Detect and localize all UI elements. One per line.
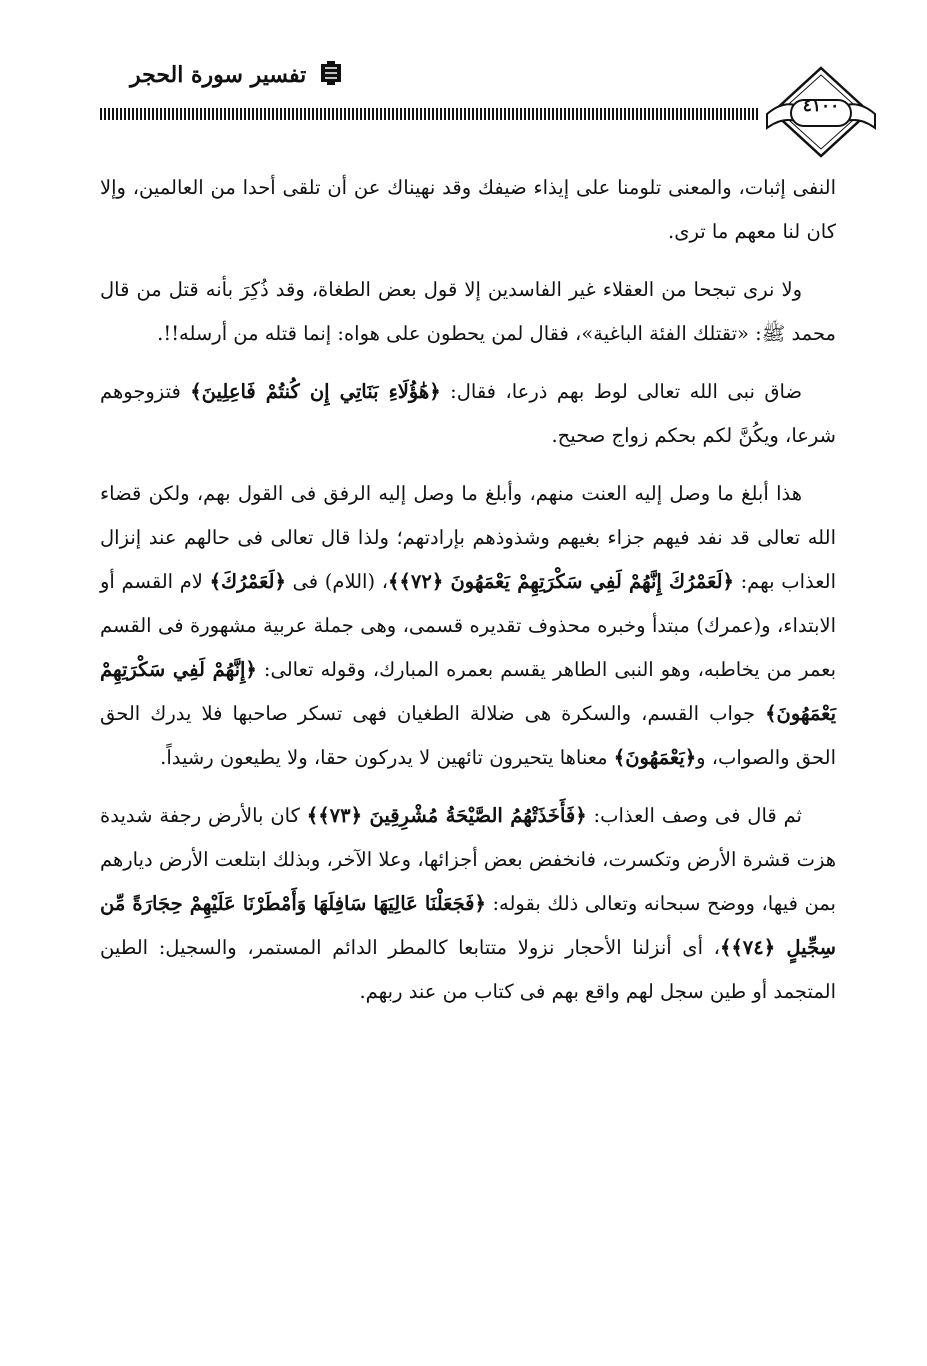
page-number: ٤١٠٠ <box>802 96 840 116</box>
text-span: ، أى أنزلنا الأحجار نزولا متتابعا كالمطر الدائم المستمر، والسجيل: الطين المتجمد أو طين سجل لهم واقع بهم فى كتاب من عند ربهم. <box>100 936 836 1003</box>
header-rule <box>100 108 760 120</box>
quran-verse: ﴿لَعَمْرُكَ إِنَّهُمْ لَفِي سَكْرَتِهِمْ يَعْمَهُونَ ﴿٧٢﴾﴾ <box>388 570 734 593</box>
text-span: فتزوجوهم شرعا، ويكُنَّ لكم بحكم زواج صحيح. <box>100 380 836 447</box>
paragraph-5 <box>100 794 836 1014</box>
page-body <box>100 166 836 1028</box>
paragraph-4 <box>100 472 836 780</box>
text-span: ضاق نبى الله تعالى لوط بهم ذرعا، فقال: <box>440 380 802 403</box>
paragraph-2: ولا نرى تبجحا من العقلاء غير الفاسدين إلا قول بعض الطغاة، وقد ذُكِرَ بأنه قتل من قال محمد ﷺ: «تقتلك الفئة الباغية»، فقال لمن يحطون على هواه: إنما قتله من أرسله!!. <box>100 278 836 345</box>
header-title: تفسير سورة الحجر <box>130 62 307 88</box>
ornament-icon <box>318 60 344 86</box>
quran-verse: ﴿فَأَخَذَتْهُمُ الصَّيْحَةُ مُشْرِقِينَ ﴿٧٣﴾﴾ <box>306 804 587 827</box>
quran-verse: ﴿فَجَعَلْنَا عَالِيَهَا سَافِلَهَا وَأَمْطَرْنَا عَلَيْهِمْ حِجَارَةً مِّن سِجِّيلٍ ﴿٧٤﴾﴾ <box>100 892 836 959</box>
quran-verse: ﴿لَعَمْرُكَ﴾ <box>209 570 286 593</box>
text-span: جواب القسم، والسكرة هى ضلالة الطغيان فهى تسكر صاحبها فلا يدرك الحق الحق والصواب، و <box>100 702 836 769</box>
text-span: كان بالأرض رجفة شديدة هزت قشرة الأرض وتكسرت، فانخفض بعض أجزائها، وعلا الآخر، وبذلك ابتلعت الأرض ديارهم بمن فيها، ووضح سبحانه وتعالى ذلك بقوله: <box>100 804 836 915</box>
paragraph-3 <box>100 370 836 458</box>
quran-verse: ﴿هَٰؤُلَاءِ بَنَاتِي إِن كُنتُمْ فَاعِلِينَ﴾ <box>190 380 441 403</box>
paragraph-1: النفى إثبات، والمعنى تلومنا على إيذاء ضيفك وقد نهيناك عن أن تلقى أحدا من العالمين، وإلا كان لنا معهم ما ترى. <box>100 176 836 243</box>
quran-verse: ﴿إِنَّهُمْ لَفِي سَكْرَتِهِمْ يَعْمَهُونَ﴾ <box>100 658 836 725</box>
text-span: ثم قال فى وصف العذاب: <box>586 804 802 827</box>
text-span: هذا أبلغ ما وصل إليه العنت منهم، وأبلغ ما وصل إليه الرفق فى القول بهم، ولكن قضاء الله تعالى قد نفد فيهم جزاء بغيهم وشذوذهم بإرادتهم؛ ولذا قال تعالى فى حالهم عند إنزال العذاب بهم: <box>100 482 836 593</box>
quran-verse: ﴿يَعْمَهُونَ﴾ <box>613 746 697 769</box>
text-span: معناها يتحيرون تائهين لا يدركون حقا، ولا يطيعون رشيداً. <box>160 746 614 769</box>
text-span: ، (اللام) فى <box>285 570 388 593</box>
text-span: لام القسم أو الابتداء، و(عمرك) مبتدأ وخبره محذوف تقديره قسمى، وهى جملة عربية مشهورة فى القسم بعمر من يخاطبه، وهو النبى الطاهر يقسم بعمره المبارك، وقوله تعالى: <box>100 570 836 681</box>
